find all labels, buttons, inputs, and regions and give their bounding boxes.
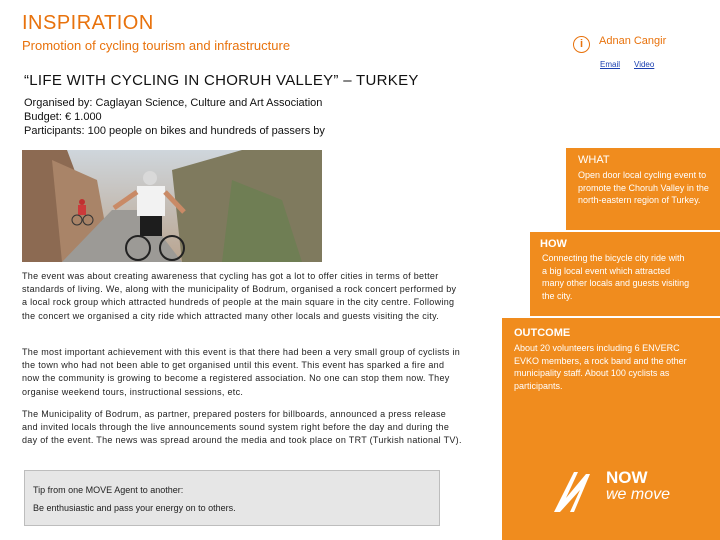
what-text: Open door local cycling event to promote the Choruh Valley in the north-eastern region of Turkey.	[578, 170, 709, 205]
logo-now: NOW	[606, 468, 648, 487]
cycling-photo	[22, 150, 522, 262]
author-name: Adnan Cangir	[599, 35, 667, 47]
tip-title: Tip from one MOVE Agent to another:	[33, 485, 184, 495]
how-text: Connecting the bicycle city ride with a big local event which attracted many other locals and guests visiting the city.	[542, 253, 690, 301]
what-panel	[566, 148, 720, 230]
body-paragraph-3: The Municipality of Bodrum, as partner, prepared posters for billboards, announced a press release and invited locals through the live announcements sound system right before the day and during the day of the event. The news was spread around the media and took place on TRT (Turkish national TV).	[22, 409, 462, 446]
project-title: “LIFE WITH CYCLING IN CHORUH VALLEY” – TURKEY	[24, 72, 419, 89]
how-heading: HOW	[540, 238, 567, 250]
video-link[interactable]: Video	[634, 60, 655, 69]
tip-text: Be enthusiastic and pass your energy on to others.	[33, 503, 236, 513]
budget-line: Budget: € 1.000	[24, 111, 102, 123]
body-paragraph-2: The most important achievement with this event is that there had been a very small group of cyclists in the town who had not been able to get organised until this event. This event has sparked a fire and now the community is growing to become a registered association. No one can stop them now. They organise weekend tours, instructional sessions, etc.	[22, 347, 461, 397]
now-we-move-logo-icon	[552, 468, 604, 514]
body-paragraph-1: The event was about creating awareness that cycling has got a lot to offer cities in terms of better standards of living. We, along with the municipality of Bodrum, organised a rock concert performed by a local rock group which attracted hundreds of people at the main square in the city centre. Following the concert we organised a city ride which attracted many other locals and guests visiting the city.	[22, 271, 457, 321]
organiser-line: Organised by: Caglayan Science, Culture and Art Association	[24, 97, 323, 109]
outcome-heading: OUTCOME	[514, 327, 571, 339]
page-subtitle: Promotion of cycling tourism and infrastructure	[22, 38, 291, 53]
how-panel	[530, 232, 720, 316]
page-title: INSPIRATION	[22, 12, 154, 34]
outcome-panel	[502, 318, 720, 540]
logo-we-move: we move	[606, 486, 671, 503]
outcome-text: About 20 volunteers including 6 ENVERC EVKO members, a rock band and the other municipality staff. About 100 cyclists as participants.	[514, 343, 687, 391]
email-link[interactable]: Email	[600, 60, 621, 69]
what-heading: WHAT	[578, 154, 610, 166]
tip-box	[24, 470, 440, 526]
info-icon[interactable]: i	[573, 36, 590, 53]
participants-line: Participants: 100 people on bikes and hundreds of passers by	[24, 125, 325, 137]
